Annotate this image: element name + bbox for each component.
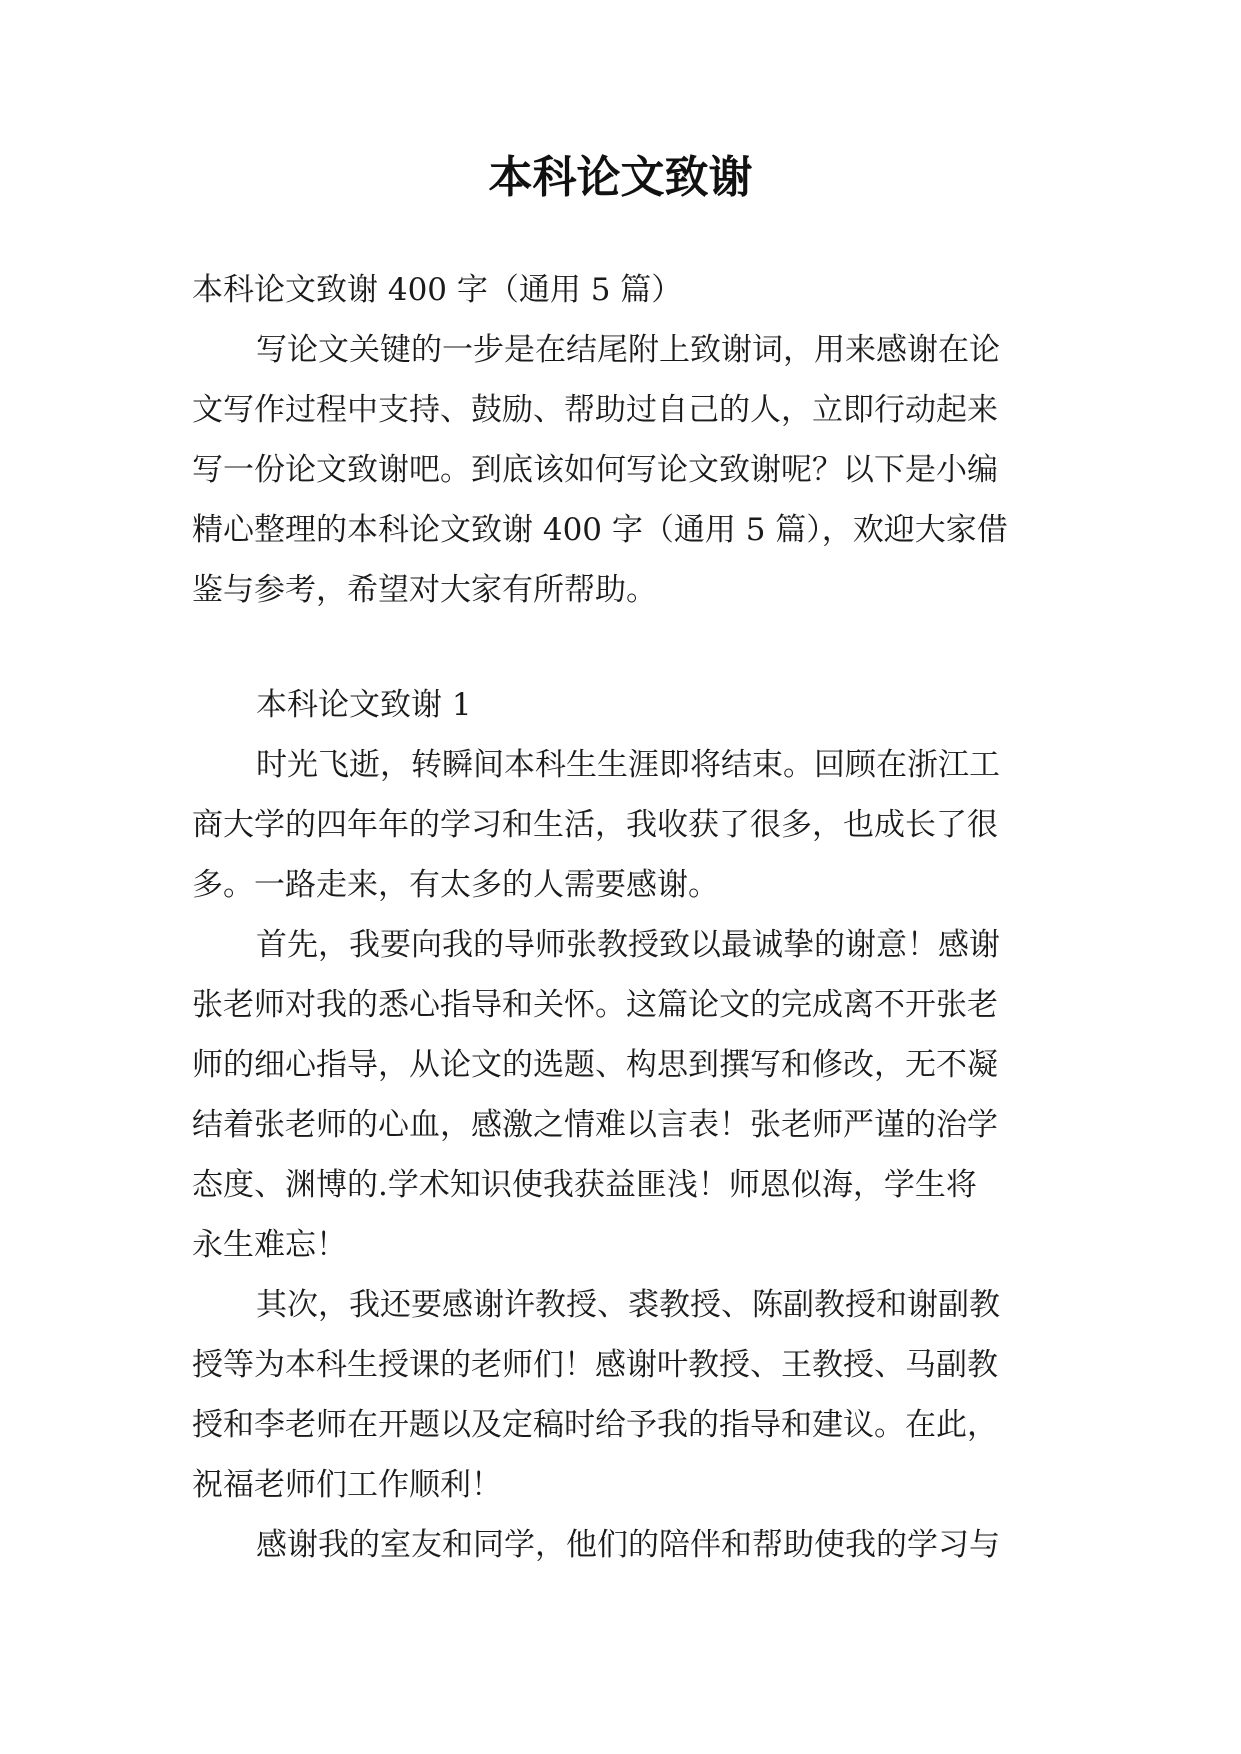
document-subtitle: 本科论文致谢 400 字（通用 5 篇） bbox=[192, 272, 683, 308]
paragraph-line: 感谢我的室友和同学，他们的陪伴和帮助使我的学习与 bbox=[256, 1527, 1000, 1563]
intro-line: 写论文关键的一步是在结尾附上致谢词，用来感谢在论 bbox=[256, 332, 1000, 368]
paragraph-line: 永生难忘！ bbox=[192, 1227, 347, 1263]
paragraph-4 bbox=[192, 1515, 1052, 1575]
intro-line: 写一份论文致谢吧。到底该如何写论文致谢呢？以下是小编 bbox=[192, 452, 998, 488]
intro-line: 鉴与参考，希望对大家有所帮助。 bbox=[192, 572, 657, 608]
intro-line: 精心整理的本科论文致谢 400 字（通用 5 篇），欢迎大家借 bbox=[192, 512, 1008, 548]
paragraph-line: 多。一路走来，有太多的人需要感谢。 bbox=[192, 867, 719, 903]
paragraph-line: 祝福老师们工作顺利！ bbox=[192, 1467, 502, 1503]
document-title: 本科论文致谢 bbox=[488, 152, 753, 203]
paragraph-3 bbox=[192, 1275, 1052, 1515]
paragraph-line: 师的细心指导，从论文的选题、构思到撰写和修改，无不凝 bbox=[192, 1047, 998, 1083]
paragraph-1 bbox=[192, 735, 1052, 915]
paragraph-line: 结着张老师的心血，感激之情难以言表！张老师严谨的治学 bbox=[192, 1107, 998, 1143]
paragraph-line: 首先，我要向我的导师张教授致以最诚挚的谢意！感谢 bbox=[256, 927, 1000, 963]
intro-line: 文写作过程中支持、鼓励、帮助过自己的人，立即行动起来 bbox=[192, 392, 998, 428]
paragraph-line: 授和李老师在开题以及定稿时给予我的指导和建议。在此， bbox=[192, 1407, 998, 1443]
paragraph-line: 授等为本科生授课的老师们！感谢叶教授、王教授、马副教 bbox=[192, 1347, 998, 1383]
paragraph-2 bbox=[192, 915, 1052, 1275]
paragraph-line: 其次，我还要感谢许教授、裘教授、陈副教授和谢副教 bbox=[256, 1287, 1000, 1323]
paragraph-line: 时光飞逝，转瞬间本科生生涯即将结束。回顾在浙江工 bbox=[256, 747, 1000, 783]
section-heading: 本科论文致谢 1 bbox=[256, 687, 472, 723]
paragraph-line: 商大学的四年年的学习和生活，我收获了很多，也成长了很 bbox=[192, 807, 998, 843]
document-body bbox=[192, 260, 1052, 1575]
paragraph-line: 张老师对我的悉心指导和关怀。这篇论文的完成离不开张老 bbox=[192, 987, 998, 1023]
paragraph-line: 态度、渊博的.学术知识使我获益匪浅！师恩似海，学生将 bbox=[192, 1167, 977, 1203]
intro-paragraph bbox=[192, 320, 1052, 620]
paragraph-gap bbox=[192, 620, 1052, 675]
